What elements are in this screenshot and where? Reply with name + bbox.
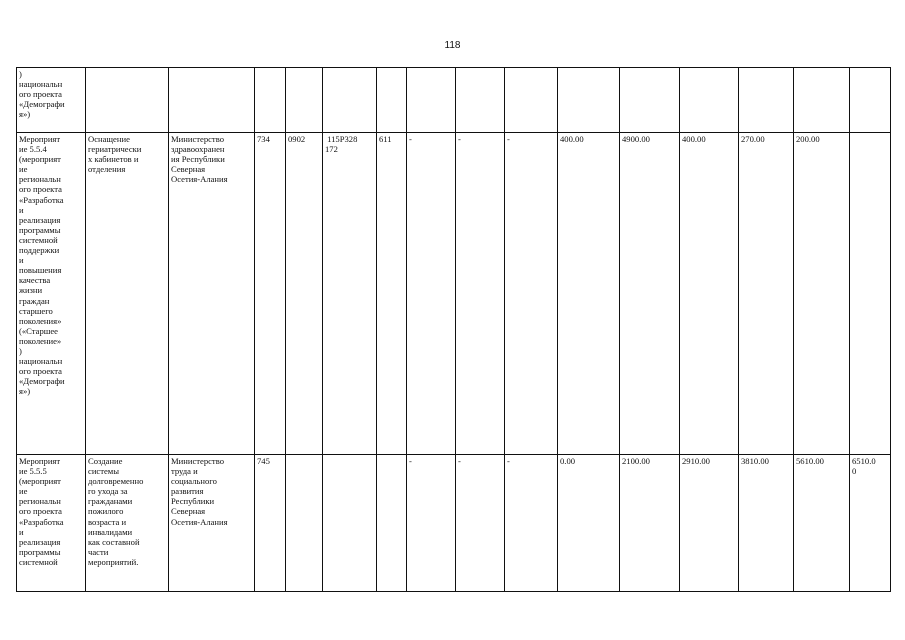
table-cell: Создание системы долговременно го ухода за гражданами пожилого возраста и инвалидами как составной части мероприятий. [86,455,169,592]
table-cell [255,68,286,133]
table-cell: 4900.00 [620,133,680,455]
page-number: 118 [444,40,461,51]
table-row [17,133,891,455]
table-row [17,455,891,592]
table-cell [739,68,794,133]
table-cell: Министерство здравоохранен ия Республики Северная Осетия-Алания [169,133,255,455]
table-row [17,68,891,133]
table-cell [323,455,377,592]
table-cell: 0902 [286,133,323,455]
table-cell: - [407,133,456,455]
table-cell [456,68,505,133]
table-cell: 2100.00 [620,455,680,592]
table-cell [850,133,891,455]
table-cell: Оснащение гериатрически х кабинетов и отделения [86,133,169,455]
table-cell [169,68,255,133]
table-cell [505,68,558,133]
table-cell [407,68,456,133]
table-cell: 611 [377,133,407,455]
table-cell: Мероприят ие 5.5.5 (мероприят ие региональн ого проекта «Разработка и реализация программы системной [17,455,86,592]
table-cell: 3810.00 [739,455,794,592]
table-cell [620,68,680,133]
table-cell: ) национальн ого проекта «Демографи я») [17,68,86,133]
table-cell: - [407,455,456,592]
table-cell [850,68,891,133]
table-cell [377,455,407,592]
table-cell: Мероприят ие 5.5.4 (мероприят ие региональн ого проекта «Разработка и реализация программы системной поддержки и повышения качества жизни граждан старшего поколения» («Старшее поколение» ) национальн ого проекта «Демографи я») [17,133,86,455]
table-cell [86,68,169,133]
table-cell [794,68,850,133]
table-cell: 400.00 [558,133,620,455]
table-cell: - [505,455,558,592]
table-cell [680,68,739,133]
table-cell: 0.00 [558,455,620,592]
table-cell: Министерство труда и социального развития Республики Северная Осетия-Алания [169,455,255,592]
table-cell [377,68,407,133]
table-cell: 400.00 [680,133,739,455]
table-cell [323,68,377,133]
table-cell: 5610.00 [794,455,850,592]
table-cell: - [456,455,505,592]
table-cell: 745 [255,455,286,592]
table-cell: 200.00 [794,133,850,455]
table-cell: 734 [255,133,286,455]
table-cell: 2910.00 [680,455,739,592]
table-cell: - [505,133,558,455]
table-cell [286,455,323,592]
table-cell: 270.00 [739,133,794,455]
table-cell [558,68,620,133]
table-cell: 115P328 172 [323,133,377,455]
table-cell: - [456,133,505,455]
measures-table [16,67,891,592]
table-cell: 6510.0 0 [850,455,891,592]
table-cell [286,68,323,133]
